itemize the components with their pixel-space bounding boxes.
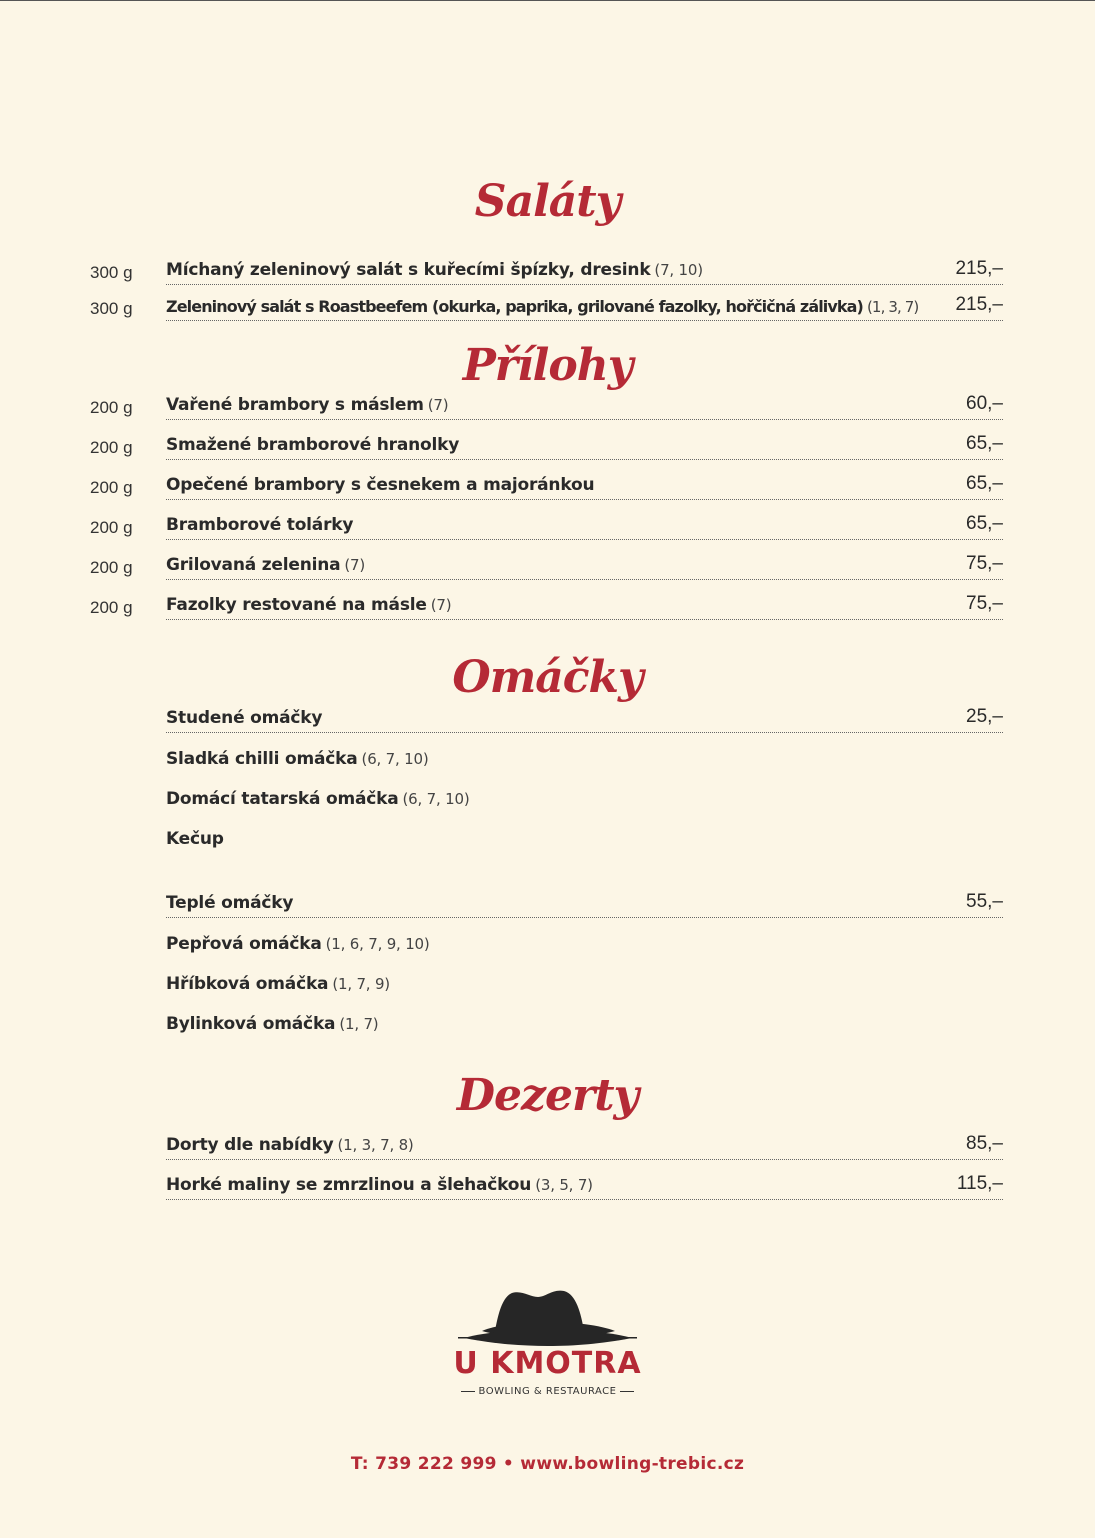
item-name: Grilovaná zelenina (7) <box>166 555 366 575</box>
item-allergens: (1, 3, 7) <box>866 298 919 316</box>
menu-item <box>166 785 1003 813</box>
menu-row <box>0 420 1095 460</box>
menu-item <box>166 889 1003 918</box>
menu-item <box>166 970 1003 998</box>
item-allergens: (7) <box>344 556 366 574</box>
item-name: Hříbková omáčka (1, 7, 9) <box>166 974 390 994</box>
menu-row <box>0 540 1095 580</box>
menu-item <box>166 551 1003 580</box>
item-weight: 200 g <box>90 598 133 617</box>
menu-row <box>0 500 1095 540</box>
item-price: 65,– <box>966 513 1003 534</box>
item-price: 215,– <box>955 258 1003 279</box>
menu-row <box>0 380 1095 420</box>
sauce-row <box>0 918 1095 958</box>
item-allergens: (7) <box>427 396 449 414</box>
item-allergens: (1, 6, 7, 9, 10) <box>325 935 430 953</box>
menu-row <box>0 1120 1095 1160</box>
menu-item <box>166 704 1003 733</box>
section-title-prilohy: Přílohy <box>462 340 633 391</box>
item-name: Bramborové tolárky <box>166 515 354 535</box>
item-name: Vařené brambory s máslem (7) <box>166 395 449 415</box>
item-allergens: (1, 7, 9) <box>332 975 390 993</box>
item-price: 60,– <box>966 393 1003 414</box>
item-weight: 200 g <box>90 558 133 577</box>
item-price: 85,– <box>966 1133 1003 1154</box>
section-title-dezerty: Dezerty <box>456 1070 639 1121</box>
sauce-row <box>0 773 1095 813</box>
menu-item <box>166 825 1003 853</box>
sauce-group-cold <box>0 693 1095 733</box>
item-allergens: (6, 7, 10) <box>402 790 470 808</box>
item-name: Domácí tatarská omáčka (6, 7, 10) <box>166 789 470 809</box>
brand-tagline: BOWLING & RESTAURACE <box>0 1386 1095 1397</box>
sauce-row <box>0 733 1095 773</box>
menu-item <box>166 591 1003 620</box>
item-price: 25,– <box>966 706 1003 727</box>
menu-item <box>166 930 1003 958</box>
item-price: 55,– <box>966 891 1003 912</box>
menu-row <box>0 281 1095 321</box>
item-allergens: (1, 3, 7, 8) <box>337 1136 414 1154</box>
item-name: Fazolky restované na másle (7) <box>166 595 452 615</box>
item-name: Dorty dle nabídky (1, 3, 7, 8) <box>166 1135 414 1155</box>
contact-line: T: 739 222 999 • www.bowling-trebic.cz <box>350 1454 745 1474</box>
item-allergens: (6, 7, 10) <box>361 750 429 768</box>
item-weight: 300 g <box>90 263 133 282</box>
menu-item <box>166 745 1003 773</box>
menu-row <box>0 1160 1095 1200</box>
item-name: Míchaný zeleninový salát s kuřecími špízky, dresink (7, 10) <box>166 260 703 280</box>
sauce-row <box>0 813 1095 853</box>
item-price: 115,– <box>956 1173 1003 1194</box>
item-name: Smažené bramborové hranolky <box>166 435 460 455</box>
item-name: Zeleninový salát s Roastbeefem (okurka, paprika, grilované fazolky, hořčičná zálivka) (1, 3, 7) <box>166 297 919 316</box>
item-name: Sladká chilli omáčka (6, 7, 10) <box>166 749 429 769</box>
item-price: 75,– <box>966 593 1003 614</box>
menu-item <box>166 1131 1003 1160</box>
menu-item <box>166 471 1003 500</box>
item-name: Teplé omáčky <box>166 893 294 913</box>
brand-name: U KMOTRA <box>453 1346 642 1381</box>
item-name: Studené omáčky <box>166 708 323 728</box>
item-weight: 200 g <box>90 478 133 497</box>
item-price: 75,– <box>966 553 1003 574</box>
item-price: 215,– <box>955 294 1003 315</box>
sauce-group-warm <box>0 878 1095 918</box>
item-name: Kečup <box>166 829 224 849</box>
menu-row <box>0 460 1095 500</box>
item-name: Bylinková omáčka (1, 7) <box>166 1014 379 1034</box>
item-allergens: (1, 7) <box>339 1015 379 1033</box>
menu-row <box>0 245 1095 285</box>
item-weight: 200 g <box>90 398 133 417</box>
menu-row <box>0 580 1095 620</box>
sauce-row <box>0 958 1095 998</box>
item-name: Horké maliny se zmrzlinou a šlehačkou (3, 5, 7) <box>166 1175 593 1195</box>
menu-item <box>166 292 1003 321</box>
section-title-omacky: Omáčky <box>452 652 643 703</box>
item-price: 65,– <box>966 433 1003 454</box>
menu-item <box>166 1010 1003 1038</box>
item-allergens: (7) <box>430 596 452 614</box>
item-price: 65,– <box>966 473 1003 494</box>
sauce-row <box>0 998 1095 1038</box>
menu-item <box>166 391 1003 420</box>
item-name: Opečené brambory s česnekem a majoránkou <box>166 475 595 495</box>
item-weight: 300 g <box>90 299 133 318</box>
item-weight: 200 g <box>90 518 133 537</box>
top-border <box>0 0 1095 1</box>
menu-item <box>166 1171 1003 1200</box>
menu-item <box>166 431 1003 460</box>
item-allergens: (7, 10) <box>654 261 703 279</box>
section-title-salaty: Saláty <box>474 176 621 227</box>
item-weight: 200 g <box>90 438 133 457</box>
item-allergens: (3, 5, 7) <box>535 1176 593 1194</box>
menu-item <box>166 511 1003 540</box>
item-name: Pepřová omáčka (1, 6, 7, 9, 10) <box>166 934 430 954</box>
